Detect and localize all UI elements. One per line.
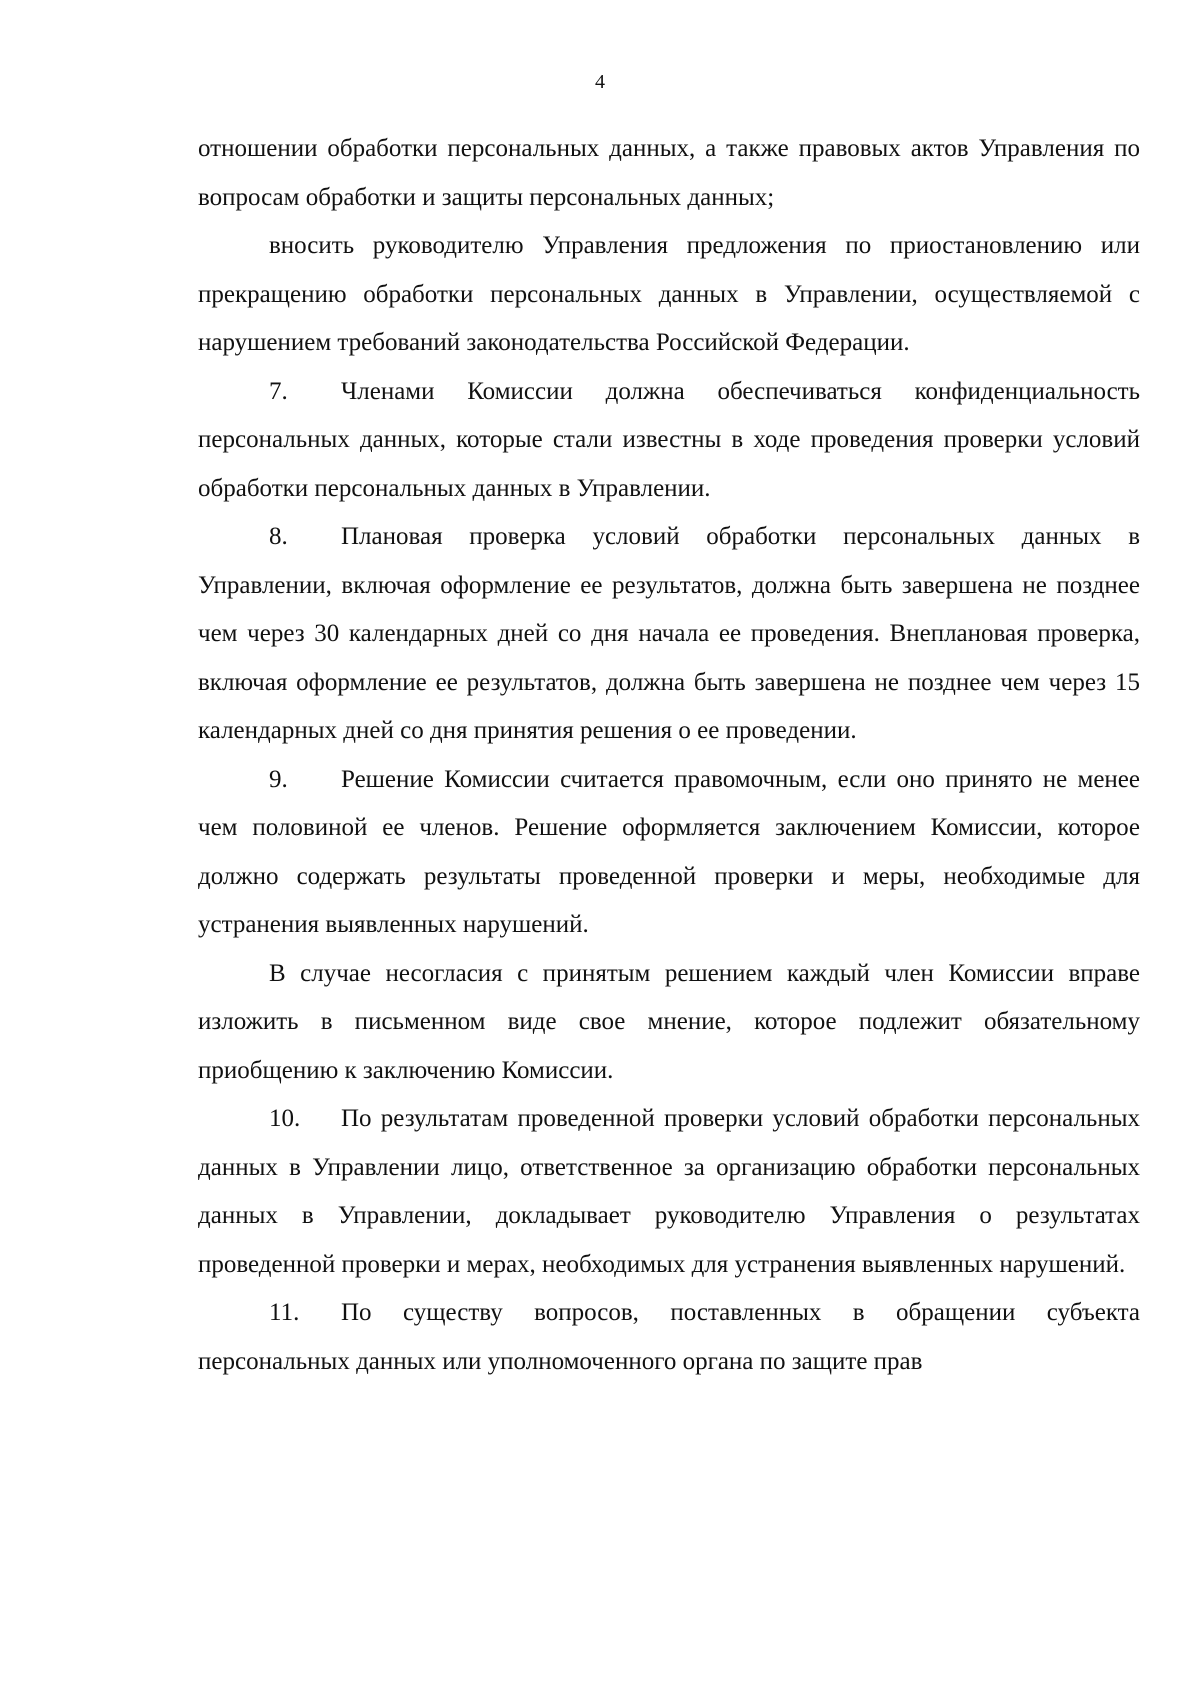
paragraph-submit-proposals xyxy=(198,222,1140,368)
paragraph-10 xyxy=(198,1095,1140,1289)
paragraph-text: По существу вопросов, поставленных в обращении субъекта персональных данных или уполномоченного органа по защите прав xyxy=(198,1299,1140,1375)
paragraph-number: 9. xyxy=(269,765,288,793)
paragraph-continuation xyxy=(198,125,1140,222)
paragraph-7 xyxy=(198,368,1140,514)
paragraph-number: 10. xyxy=(269,1105,301,1132)
paragraph-text: отношении обработки персональных данных, а также правовых актов Управления по вопросам обработки и защиты персональных данных; xyxy=(198,135,1140,211)
paragraph-text: По результатам проведенной проверки условий обработки персональных данных в Управлении лицо, ответственное за организацию обработки персональных данных в Управлении, докладывает руководителю Управления о результатах проведенной проверки и мерах, необходимых для устранения выявленных нарушений. xyxy=(198,1105,1140,1278)
paragraph-number: 8. xyxy=(269,523,288,550)
document-body xyxy=(198,125,1140,1386)
paragraph-disagreement xyxy=(198,950,1140,1096)
paragraph-text: В случае несогласия с принятым решением каждый член Комиссии вправе изложить в письменном виде свое мнение, которое подлежит обязательному приобщению к заключению Комиссии. xyxy=(198,959,1140,1084)
paragraph-text: Членами Комиссии должна обеспечиваться конфиденциальность персональных данных, которые стали известны в ходе проведения проверки условий обработки персональных данных в Управлении. xyxy=(198,377,1140,502)
paragraph-8 xyxy=(198,513,1140,756)
paragraph-text: вносить руководителю Управления предложения по приостановлению или прекращению обработки персональных данных в Управлении, осуществляемой с нарушением требований законодательства Российской Федерации. xyxy=(198,232,1140,356)
paragraph-number: 7. xyxy=(269,377,288,405)
paragraph-11 xyxy=(198,1289,1140,1386)
paragraph-text: Решение Комиссии считается правомочным, если оно принято не менее чем половиной ее членов. Решение оформляется заключением Комиссии, которое должно содержать результаты проведенной проверки и меры, необходимые для устранения выявленных нарушений. xyxy=(198,765,1140,938)
page-number: 4 xyxy=(595,71,605,93)
paragraph-9 xyxy=(198,756,1140,950)
paragraph-number: 11. xyxy=(269,1299,300,1326)
paragraph-text: Плановая проверка условий обработки персональных данных в Управлении, включая оформление ее результатов, должна быть завершена не позднее чем через 30 календарных дней со дня начала ее проведения. Внеплановая проверка, включая оформление ее результатов, должна быть завершена не позднее чем через 15 календарных дней со дня принятия решения о ее проведении. xyxy=(198,523,1140,744)
